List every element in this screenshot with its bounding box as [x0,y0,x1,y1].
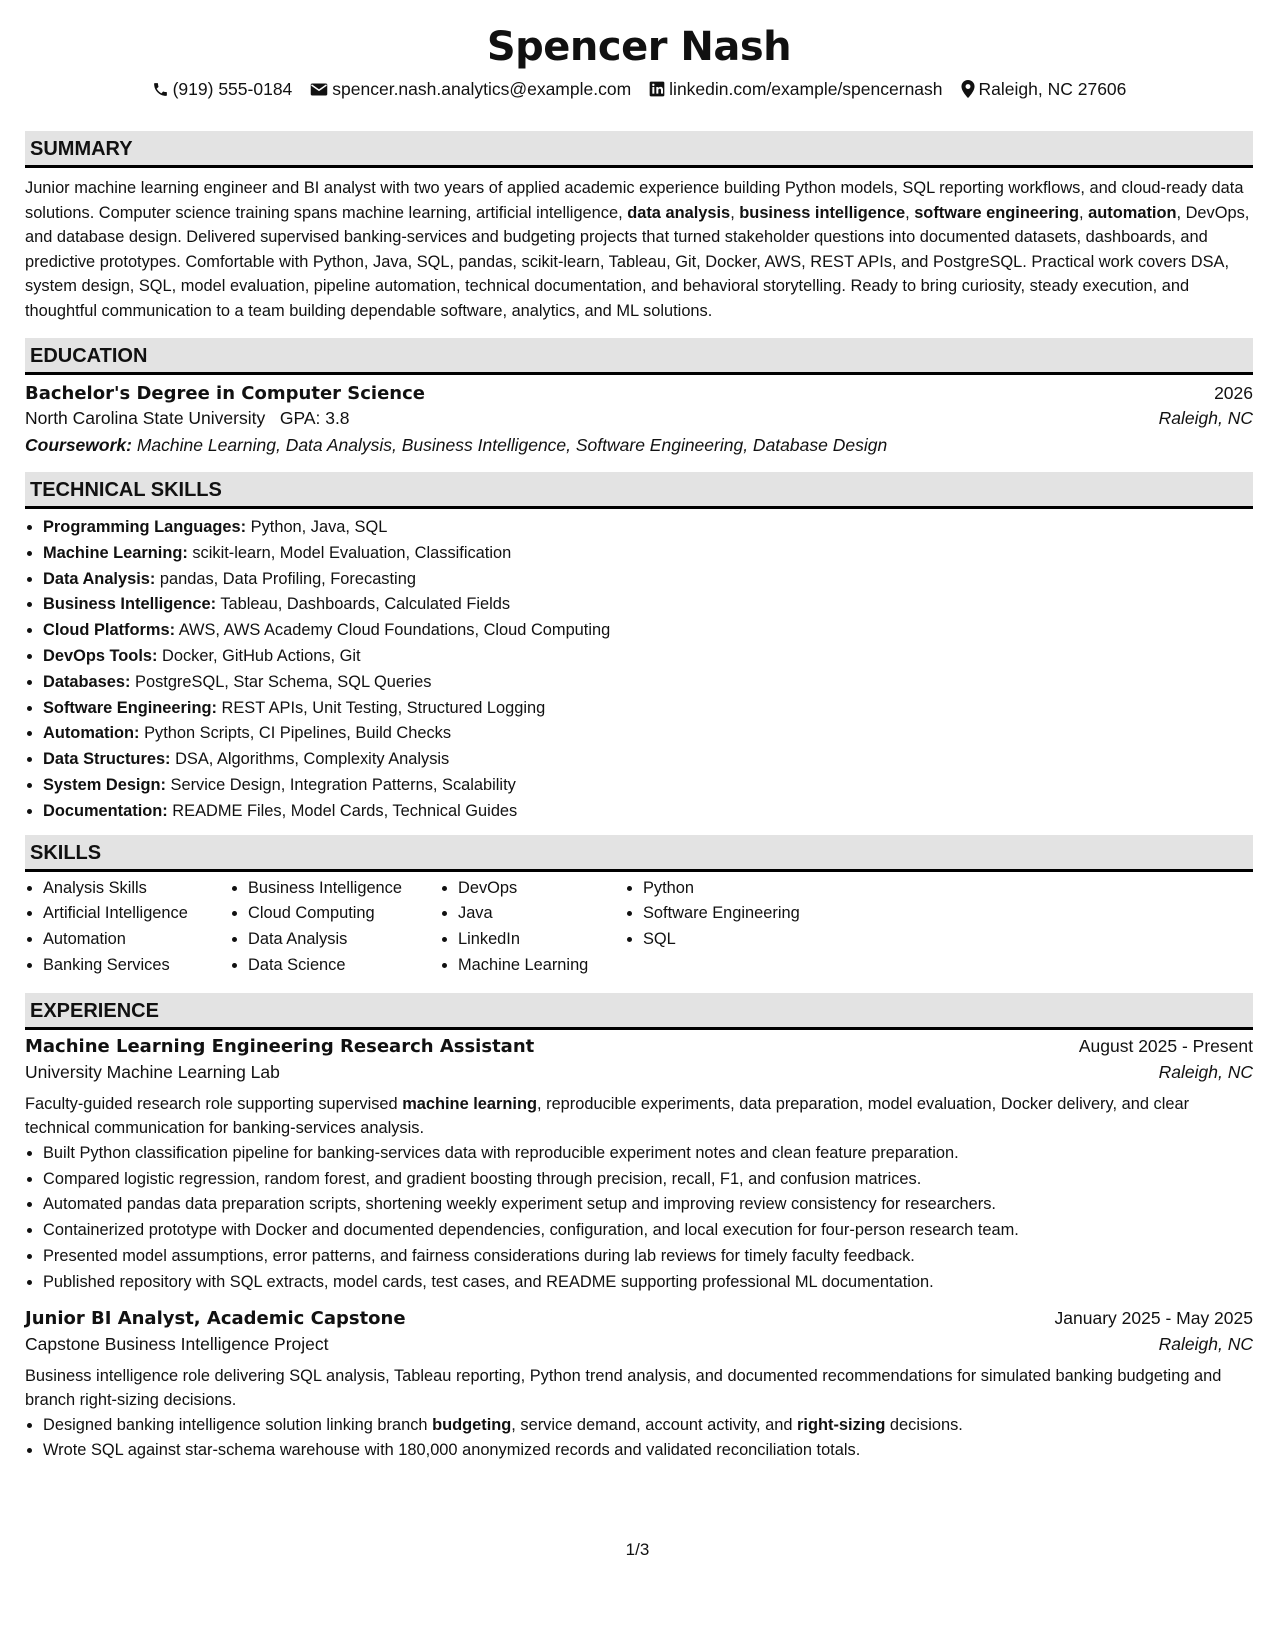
job-bullet [43,1141,1253,1167]
text-run: Published repository with SQL extracts, model cards, test cases, and README supporting professional ML documentation. [43,1272,934,1291]
skill-item: • Automation [43,927,230,953]
candidate-name: Spencer Nash [486,24,792,70]
text-run: Built Python classification pipeline for banking-services data with reproducible experiment notes and clean feature preparation. [43,1143,959,1162]
section-heading: TECHNICAL SKILLS [25,472,1253,509]
page-number: 1/3 [625,1540,650,1559]
skill-category: Programming Languages: [43,518,247,536]
job-bullet [43,1167,1253,1193]
skill-item: • Data Science [248,953,440,979]
job-organization: Capstone Business Intelligence Project [25,1333,329,1354]
technical-skill-item [43,567,1253,593]
text-run: Designed banking intelligence solution linking branch [43,1415,433,1434]
job-title: Junior BI Analyst, Academic Capstone [25,1307,406,1329]
skills-column [230,876,440,979]
email-text: spencer.nash.analytics@example.com [332,79,632,99]
skill-item: • Analysis Skills [43,876,230,902]
bold-text: software engineering [914,203,1080,222]
job-title: Machine Learning Engineering Research Assistant [25,1035,535,1057]
degree-row [25,383,1253,404]
skill-values: Docker, GitHub Actions, Git [157,646,361,665]
graduation-year: 2026 [1214,383,1253,403]
school-name: North Carolina State University [25,408,266,428]
skill-category: Machine Learning: [43,543,188,562]
job-organization: University Machine Learning Lab [25,1061,280,1082]
job-bullet [43,1192,1253,1218]
linkedin-text: linkedin.com/example/spencernash [669,79,943,99]
bold-text: machine learning [402,1094,537,1113]
job-description [25,1092,1253,1141]
education-section [25,338,1253,456]
job-bullet [43,1218,1253,1244]
job-title-row [25,1308,1253,1329]
job-bullets [25,1141,1253,1296]
map-pin-icon [961,80,975,98]
envelope-icon [310,82,328,97]
job-description [25,1364,1253,1413]
job-location: Raleigh, NC [1158,1061,1253,1082]
contact-location [961,77,1127,101]
phone-text: (919) 555-0184 [172,79,293,99]
skill-values: PostgreSQL, Star Schema, SQL Queries [130,672,432,691]
skill-item: • Software Engineering [643,901,825,927]
bold-text: budgeting [432,1415,512,1434]
skill-values: DSA, Algorithms, Complexity Analysis [170,750,450,769]
skill-values: Service Design, Integration Patterns, Scalability [165,775,516,794]
contact-bar [25,77,1253,101]
skill-values: REST APIs, Unit Testing, Structured Logging [216,698,546,717]
skills-section [25,835,1253,979]
text-run: , DevOps, and database design. Delivered supervised banking-services and budgeting projects that turned stakeholder questions into documented datasets, dashboards, and predictive prototypes. Comfortable with Python, Java, SQL, pandas, scikit-learn, Tableau, Git, Docker, AWS, REST APIs, and PostgreSQL. Practical work covers DSA, system design, SQL, model evaluation, pipeline automation, technical documentation, and behavioral storytelling. Ready to bring curiosity, steady execution, and thoughtful communication to a team building dependable software, analytics, and ML solutions. [25,203,1250,320]
skills-column [25,876,230,979]
skill-category: Cloud Platforms: [43,621,176,640]
text-run: , [730,203,740,222]
skills-column [625,876,825,979]
technical-skill-item [43,773,1253,799]
skill-values: AWS, AWS Academy Cloud Foundations, Cloud Computing [175,621,611,640]
skill-category: Software Engineering: [43,698,217,717]
school-info [25,408,350,429]
section-heading: EDUCATION [25,338,1253,375]
bold-text: right-sizing [797,1415,886,1434]
skill-category: Automation: [43,724,140,743]
skills-grid [25,876,1253,979]
job-entry [25,1036,1253,1296]
text-run: Presented model assumptions, error patterns, and fairness considerations during lab reviews for timely faculty feedback. [43,1246,915,1265]
section-heading: SKILLS [25,835,1253,872]
skill-item: • Machine Learning [458,953,625,979]
skill-item: • Cloud Computing [248,901,440,927]
skill-values: README Files, Model Cards, Technical Guides [167,801,518,820]
text-run: , reproducible experiments, data preparation, model evaluation, Docker delivery, and clear technical communication for banking-services analysis. [25,1094,1190,1138]
text-run: Junior machine learning engineer and BI analyst with two years of applied academic experience building Python models, SQL reporting workflows, and cloud-ready data solutions. Computer science training spans machine learning, artificial intelligence, [25,179,1244,222]
school-row [25,408,1253,429]
bold-text: automation [1088,203,1177,222]
job-entry [25,1308,1253,1465]
text-run: , [905,203,915,222]
location-text: Raleigh, NC 27606 [978,79,1127,99]
skill-item: • Business Intelligence [248,876,440,902]
technical-skill-item [43,696,1253,722]
contact-phone[interactable] [152,77,293,101]
job-title-row [25,1036,1253,1057]
technical-skill-item [43,747,1253,773]
skill-category: Data Analysis: [43,569,156,588]
skill-category: Documentation: [43,801,168,820]
technical-skill-item [43,644,1253,670]
skill-category: Business Intelligence: [43,595,217,614]
section-heading: SUMMARY [25,131,1253,168]
technical-skills-list [25,515,1253,825]
skill-item: • SQL [643,927,825,953]
skill-category: Databases: [43,672,131,691]
contact-linkedin[interactable] [649,77,942,101]
skills-column [440,876,625,979]
text-run: decisions. [885,1415,963,1434]
summary-text [25,176,1253,323]
summary-section [25,131,1253,323]
skill-category: DevOps Tools: [43,646,158,665]
linkedin-icon [649,81,665,97]
skill-item: • Artificial Intelligence [43,901,230,927]
technical-skill-item [43,592,1253,618]
bold-text: business intelligence [739,203,906,222]
technical-skill-item [43,721,1253,747]
coursework-list: Machine Learning, Data Analysis, Business Intelligence, Software Engineering, Database Design [136,435,888,455]
skill-item: • Banking Services [43,953,230,979]
coursework-label: Coursework: [25,435,132,455]
job-bullets [25,1413,1253,1465]
skill-item: • LinkedIn [458,927,625,953]
skill-category: System Design: [43,775,166,794]
job-dates: January 2025 - May 2025 [1054,1307,1253,1328]
gpa: GPA: 3.8 [279,408,350,428]
job-bullet [43,1270,1253,1296]
text-run: Faculty-guided research role supporting supervised [25,1094,403,1113]
experience-section [25,993,1253,1464]
job-bullet [43,1438,1253,1464]
job-location: Raleigh, NC [1158,1333,1253,1354]
job-bullet [43,1244,1253,1270]
job-org-row [25,1334,1253,1355]
skill-values: pandas, Data Profiling, Forecasting [155,569,416,588]
technical-skill-item [43,618,1253,644]
school-location: Raleigh, NC [1158,408,1253,428]
job-dates: August 2025 - Present [1078,1035,1253,1056]
phone-icon [152,81,169,98]
skill-values: Tableau, Dashboards, Calculated Fields [216,595,511,614]
contact-email[interactable] [310,77,631,101]
text-run: Business intelligence role delivering SQL analysis, Tableau reporting, Python trend analysis, and documented recommendations for simulated banking budgeting and branch right-sizing decisions. [25,1366,1222,1410]
technical-skill-item [43,670,1253,696]
job-bullet [43,1413,1253,1439]
text-run: Automated pandas data preparation scripts, shortening weekly experiment setup and improving review consistency for researchers. [43,1195,996,1214]
skill-values: Python Scripts, CI Pipelines, Build Checks [139,724,452,743]
coursework-line [25,435,1253,456]
text-run: , service demand, account activity, and [511,1415,798,1434]
degree-title: Bachelor's Degree in Computer Science [25,383,425,404]
skill-item: • Python [643,876,825,902]
skill-values: scikit-learn, Model Evaluation, Classification [187,543,512,562]
text-run: Wrote SQL against star-schema warehouse with 180,000 anonymized records and validated reconciliation totals. [43,1441,861,1460]
job-org-row [25,1062,1253,1083]
technical-skills-section [25,472,1253,825]
skill-values: Python, Java, SQL [246,518,388,536]
skill-item: • Data Analysis [248,927,440,953]
text-run: Compared logistic regression, random forest, and gradient boosting through precision, recall, F1, and confusion matrices. [43,1169,922,1188]
skill-category: Data Structures: [43,750,171,769]
technical-skill-item [43,799,1253,825]
skill-item: • Java [458,901,625,927]
technical-skill-item [43,541,1253,567]
skill-item: • DevOps [458,876,625,902]
text-run: Containerized prototype with Docker and documented dependencies, configuration, and local execution for four-person research team. [43,1221,1019,1240]
section-heading: EXPERIENCE [25,993,1253,1030]
text-run: , [1079,203,1089,222]
resume-page [25,22,1253,1464]
bold-text: data analysis [627,203,731,222]
jobs-list [25,1036,1253,1464]
technical-skill-item [43,515,1253,541]
